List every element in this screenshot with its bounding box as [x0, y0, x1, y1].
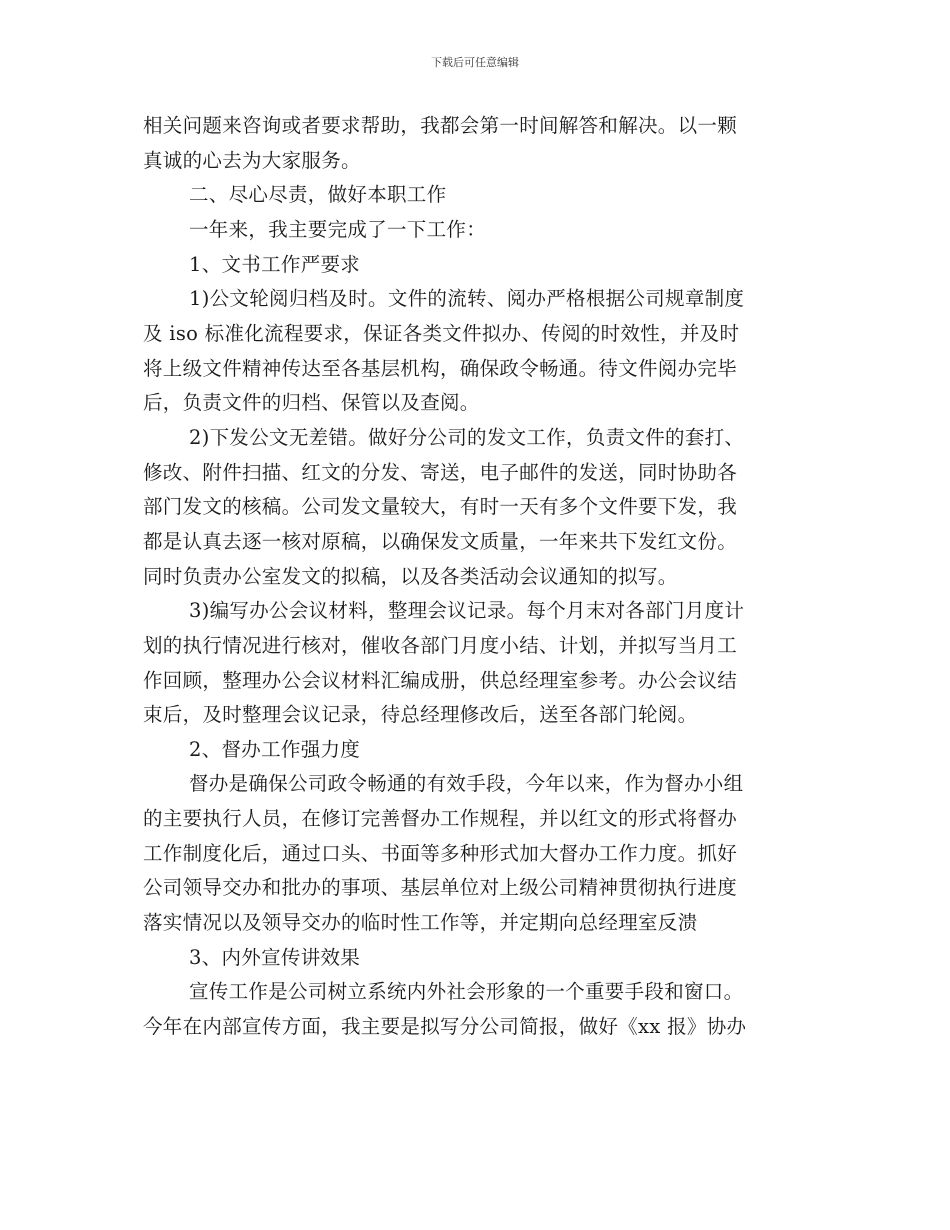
text-line: 都是认真去逐一核对原稿，以确保发文质量，一年来共下发红文份。 [143, 529, 738, 553]
text-line: 宣传工作是公司树立系统内外社会形象的一个重要手段和窗口。 [189, 980, 744, 1004]
text-line: 作回顾，整理办公会议材料汇编成册，供总经理室参考。办公会议结 [143, 668, 738, 692]
text-line: 落实情况以及领导交办的临时性工作等，并定期向总经理室反溃 [143, 911, 698, 935]
subsection-heading: 3、内外宣传讲效果 [189, 945, 361, 969]
text-line: 修改、附件扫描、红文的分发、寄送，电子邮件的发送，同时协助各 [143, 460, 738, 484]
text-line: 督办是确保公司政令畅通的有效手段，今年以来，作为督办小组 [189, 772, 744, 796]
text-line: 相关问题来咨询或者要求帮助，我都会第一时间解答和解决。以一颗 [143, 114, 738, 137]
text-line: 一年来，我主要完成了一下工作： [189, 217, 487, 241]
text-line: 2)下发公文无差错。做好分公司的发文工作，负责文件的套打、 [189, 425, 745, 449]
text-line: 后，负责文件的归档、保管以及查阅。 [143, 391, 480, 415]
text-line: 的主要执行人员，在修订完善督办工作规程，并以红文的形式将督办 [143, 807, 738, 831]
text-line: 将上级文件精神传达至各基层机构，确保政令畅通。待文件阅办完毕 [143, 356, 738, 380]
subsection-heading: 2、督办工作强力度 [189, 737, 361, 761]
text-line: 部门发文的核稿。公司发文量较大，有时一天有多个文件要下发，我 [143, 495, 738, 519]
text-line: 公司领导交办和批办的事项、基层单位对上级公司精神贯彻执行进度 [143, 876, 738, 900]
text-line: 真诚的心去为大家服务。 [143, 148, 361, 172]
text-line: 及 iso 标准化流程要求，保证各类文件拟办、传阅的时效性，并及时 [143, 321, 740, 345]
text-line: 3)编写办公会议材料，整理会议记录。每个月末对各部门月度计 [189, 599, 745, 623]
section-heading: 二、尽心尽责，做好本职工作 [189, 183, 447, 207]
document-body [143, 109, 797, 1045]
page-header: 下载后可任意编辑 [431, 56, 519, 69]
subsection-heading: 1、文书工作严要求 [189, 252, 361, 276]
text-line: 束后，及时整理会议记录，待总经理修改后，送至各部门轮阅。 [143, 703, 698, 727]
text-line: 1)公文轮阅归档及时。文件的流转、阅办严格根据公司规章制度 [189, 287, 745, 311]
text-line: 同时负责办公室发文的拟稿，以及各类活动会议通知的拟写。 [143, 564, 678, 588]
text-line: 今年在内部宣传方面，我主要是拟写分公司简报，做好《xx 报》协办 [143, 1015, 747, 1039]
text-line: 划的执行情况进行核对，催收各部门月度小结、计划，并拟写当月工 [143, 633, 738, 657]
text-line: 工作制度化后，通过口头、书面等多种形式加大督办工作力度。抓好 [143, 841, 738, 865]
